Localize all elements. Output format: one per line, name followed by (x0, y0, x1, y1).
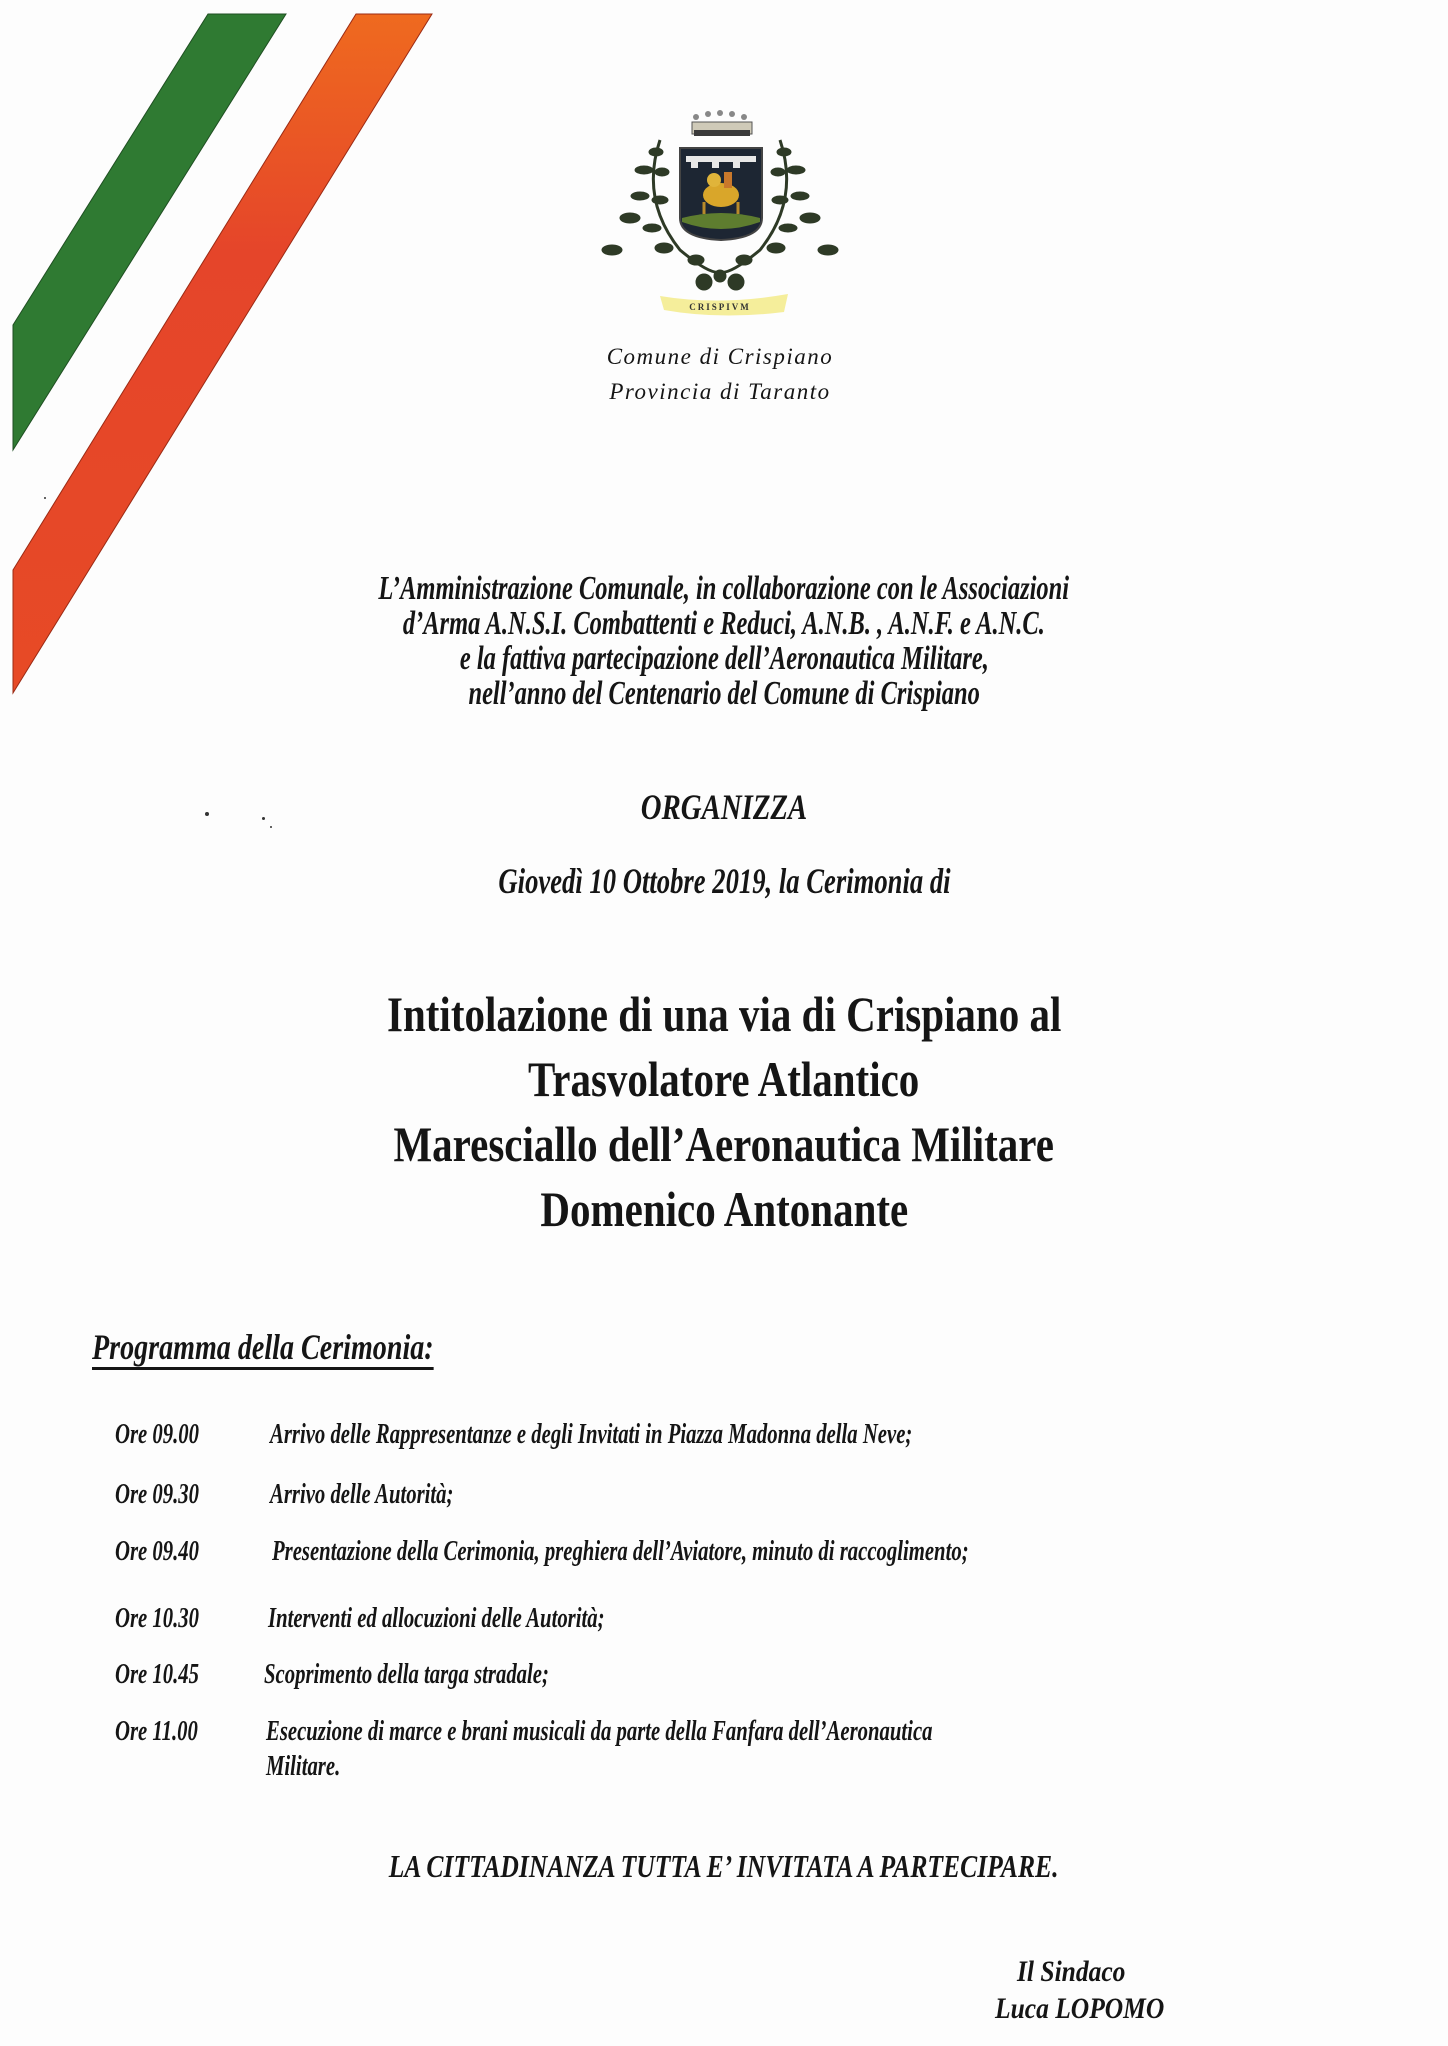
title-line-3: Maresciallo dell’Aeronautica Militare (393, 1116, 1055, 1172)
motto-text: CRISPIVM (689, 302, 751, 312)
title-line-4: Domenico Antonante (540, 1181, 908, 1237)
coat-of-arms-icon (600, 100, 840, 320)
program-desc: Scoprimento della targa stradale; (264, 1659, 549, 1690)
signature-name: Luca LOPOMO (995, 1992, 1165, 2025)
program-desc: Interventi ed allocuzioni delle Autorità; (268, 1603, 605, 1634)
scan-speck (44, 497, 46, 499)
municipality-name: Comune di Crispiano (606, 344, 834, 369)
organizes-label: ORGANIZZA (640, 787, 808, 827)
program-heading: Programma della Cerimonia: (92, 1327, 530, 1370)
signature-role: Il Sindaco (1017, 1955, 1126, 1988)
program-time: Ore 10.45 (115, 1659, 200, 1690)
program-time: Ore 10.30 (115, 1603, 200, 1634)
scan-speck (262, 817, 265, 820)
program-time: Ore 09.40 (115, 1536, 200, 1567)
shield-icon (680, 148, 762, 240)
date-line: Giovedì 10 Ottobre 2019, la Cerimonia di (497, 861, 951, 901)
title-line-1: Intitolazione di una via di Crispiano al (386, 986, 1062, 1042)
scan-speck (270, 826, 272, 828)
intro-line-4: nell’anno del Centenario del Comune di Crispiano (468, 675, 980, 712)
program-time: Ore 09.30 (115, 1479, 200, 1510)
program-desc: Arrivo delle Rappresentanze e degli Invitati in Piazza Madonna della Neve; (270, 1419, 913, 1450)
program-time: Ore 09.00 (115, 1419, 200, 1450)
program-desc-continued: Militare. (266, 1751, 341, 1782)
program-desc: Presentazione della Cerimonia, preghiera dell’Aviatore, minuto di raccoglimento; (272, 1536, 969, 1567)
title-line-2: Trasvolatore Atlantico (528, 1051, 920, 1107)
program-desc: Esecuzione di marce e brani musicali da parte della Fanfara dell’Aeronautica (266, 1716, 933, 1747)
intro-line-2: d’Arma A.N.S.I. Combattenti e Reduci, A.N.B. , A.N.F. e A.N.C. (403, 605, 1045, 642)
scan-speck (205, 812, 209, 816)
intro-line-3: e la fattiva partecipazione dell’Aeronautica Militare, (459, 640, 989, 677)
program-desc: Arrivo delle Autorità; (270, 1479, 454, 1510)
invitation-line: LA CITTADINANZA TUTTA E’ INVITATA A PARTECIPARE. (389, 1848, 1059, 1884)
province-name: Provincia di Taranto (609, 379, 831, 404)
intro-line-1: L’Amministrazione Comunale, in collaborazione con le Associazioni (378, 570, 1070, 607)
crown-icon (692, 110, 752, 136)
program-time: Ore 11.00 (115, 1716, 198, 1747)
